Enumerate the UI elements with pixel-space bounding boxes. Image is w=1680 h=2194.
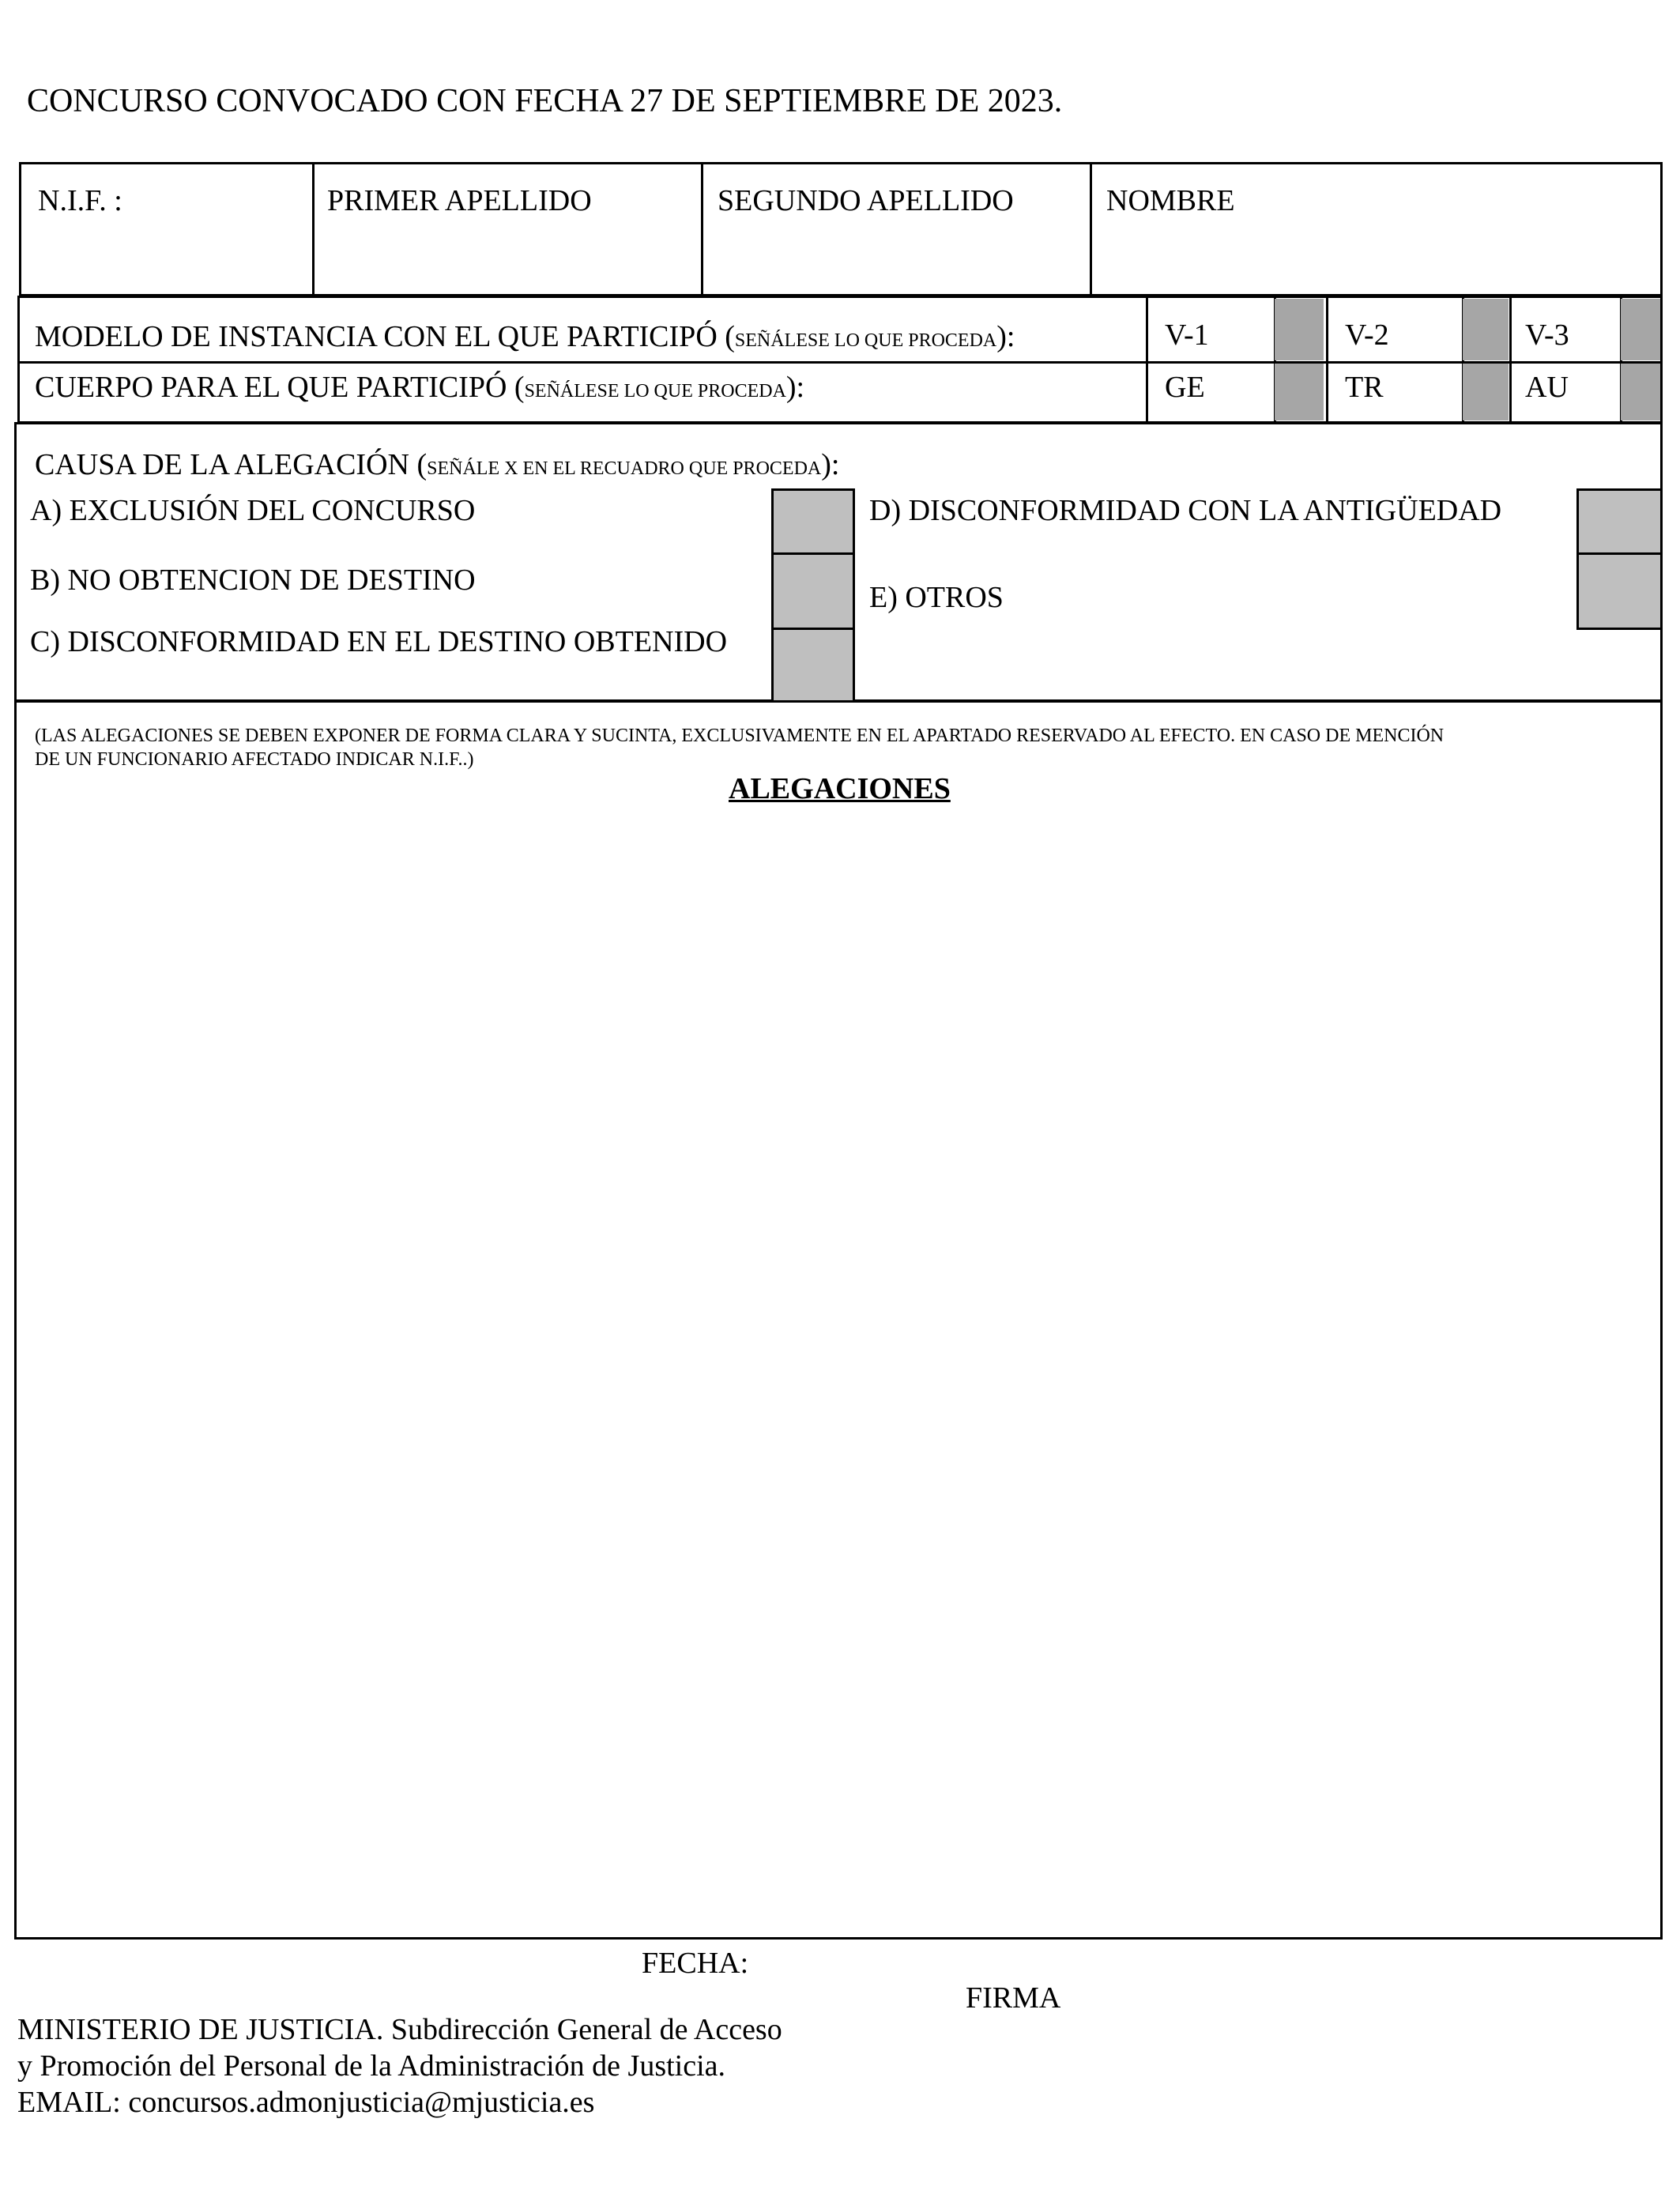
option-tr-label: TR <box>1345 371 1384 404</box>
option-b-label: B) NO OBTENCION DE DESTINO <box>30 564 476 597</box>
option-v3-label: V-3 <box>1525 319 1569 352</box>
contact-email: EMAIL: concursos.admonjusticia@mjusticia.es <box>17 2086 595 2119</box>
checkbox-d[interactable] <box>1576 488 1663 555</box>
firma-label: FIRMA <box>966 1981 1061 2015</box>
option-au-label: AU <box>1525 371 1569 404</box>
checkbox-v3[interactable] <box>1621 299 1660 360</box>
checkbox-au[interactable] <box>1621 364 1660 420</box>
divider <box>1326 298 1328 421</box>
modelo-label: MODELO DE INSTANCIA CON EL QUE PARTICIPÓ (SEÑÁLESE LO QUE PROCEDA): <box>35 320 1015 353</box>
segundo-apellido-label: SEGUNDO APELLIDO <box>718 184 1014 217</box>
primer-apellido-field[interactable] <box>313 221 697 292</box>
option-v2-label: V-2 <box>1345 319 1389 352</box>
checkbox-tr[interactable] <box>1463 364 1509 420</box>
option-d-label: D) DISCONFORMIDAD CON LA ANTIGÜEDAD <box>869 494 1502 527</box>
checkbox-c[interactable] <box>771 628 855 702</box>
option-ge-label: GE <box>1165 371 1205 404</box>
nombre-label: NOMBRE <box>1106 184 1235 217</box>
primer-apellido-label: PRIMER APELLIDO <box>327 184 592 217</box>
option-c-label: C) DISCONFORMIDAD EN EL DESTINO OBTENIDO <box>30 625 728 658</box>
alegaciones-note-line1: (LAS ALEGACIONES SE DEBEN EXPONER DE FORMA CLARA Y SUCINTA, EXCLUSIVAMENTE EN EL APARTADO RESERVADO AL EFECTO. EN CASO DE MENCIÓN <box>35 726 1445 746</box>
checkbox-v2[interactable] <box>1463 299 1509 360</box>
checkbox-e[interactable] <box>1576 552 1663 630</box>
checkbox-a[interactable] <box>771 488 855 555</box>
cuerpo-label: CUERPO PARA EL QUE PARTICIPÓ (SEÑÁLESE LO QUE PROCEDA): <box>35 371 805 404</box>
option-a-label: A) EXCLUSIÓN DEL CONCURSO <box>30 494 476 527</box>
ministry-line2: y Promoción del Personal de la Administración de Justicia. <box>17 2049 726 2083</box>
row-divider <box>20 361 1660 364</box>
fecha-label: FECHA: <box>642 1947 749 1980</box>
divider <box>1509 298 1512 421</box>
checkbox-b[interactable] <box>771 552 855 630</box>
alegaciones-textarea[interactable] <box>24 814 1655 1928</box>
divider <box>1146 298 1148 421</box>
checkbox-v1[interactable] <box>1275 299 1324 360</box>
segundo-apellido-field[interactable] <box>702 221 1086 292</box>
causa-label: CAUSA DE LA ALEGACIÓN (SEÑÁLE X EN EL RECUADRO QUE PROCEDA): <box>35 448 840 481</box>
alegaciones-note-line2: DE UN FUNCIONARIO AFECTADO INDICAR N.I.F..) <box>35 749 474 770</box>
nombre-field[interactable] <box>1090 221 1659 292</box>
nif-label: N.I.F. : <box>38 184 122 217</box>
alegaciones-heading: ALEGACIONES <box>729 772 951 805</box>
option-e-label: E) OTROS <box>869 581 1004 614</box>
checkbox-ge[interactable] <box>1275 364 1324 420</box>
option-v1-label: V-1 <box>1165 319 1209 352</box>
page-title: CONCURSO CONVOCADO CON FECHA 27 DE SEPTIEMBRE DE 2023. <box>27 83 1063 119</box>
nif-field[interactable] <box>22 221 307 292</box>
ministry-line1: MINISTERIO DE JUSTICIA. Subdirección General de Acceso <box>17 2013 782 2046</box>
